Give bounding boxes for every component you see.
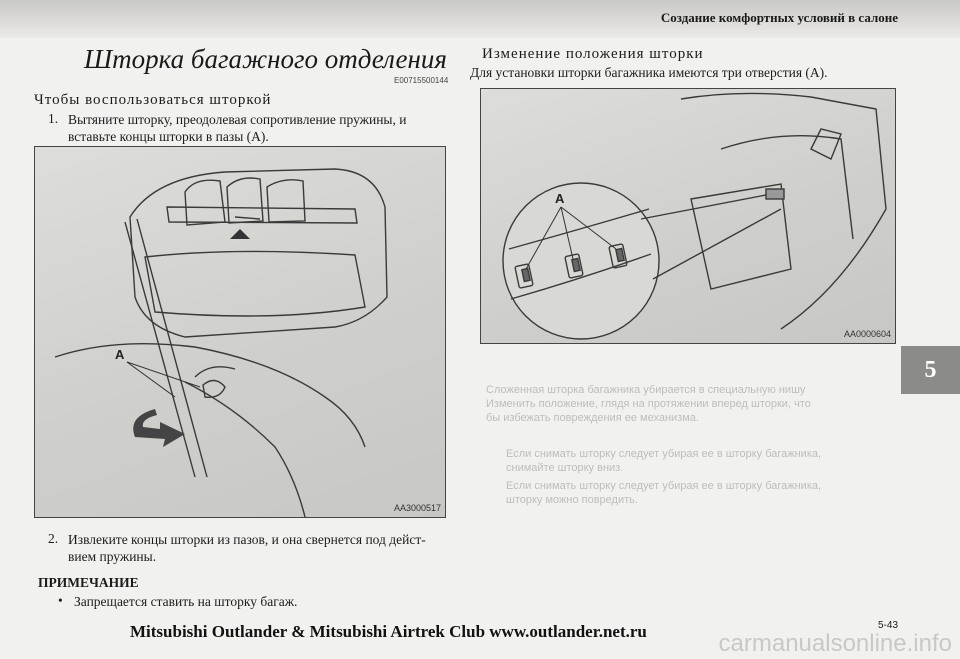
slots-drawing bbox=[481, 89, 895, 343]
chapter-title: Создание комфортных условий в салоне bbox=[660, 10, 898, 25]
figure-code-right: AA0000604 bbox=[843, 329, 891, 339]
footer-club-text: Mitsubishi Outlander & Mitsubishi Airtrek Club www.outlander.net.ru bbox=[130, 622, 647, 641]
step-2-line-2: вием пружины. bbox=[68, 549, 157, 564]
bleed-line-7: шторку можно повредить. bbox=[506, 494, 638, 506]
page-number: 5-43 bbox=[877, 620, 898, 631]
figure-label-a: A bbox=[115, 347, 125, 362]
step-2-number: 2. bbox=[48, 531, 59, 546]
section-code: E00715500144 bbox=[394, 76, 449, 85]
watermark: carmanualsonline.info bbox=[718, 630, 952, 657]
note-bullet: • bbox=[58, 593, 63, 608]
bleed-line-2: Изменить положение, глядя на протяжении вперед шторки, что bbox=[486, 398, 811, 410]
cover-install-drawing bbox=[35, 147, 445, 517]
slots-illustration bbox=[480, 88, 896, 344]
chapter-tab: 5 bbox=[901, 346, 960, 394]
bleed-line-4: Если снимать шторку следует убирая ее в шторку багажника, bbox=[506, 448, 822, 460]
bleed-line-3: бы избежать повреждения ее механизма. bbox=[486, 412, 699, 424]
step-1-line-1: Вытяните шторку, преодолевая сопротивление пружины, и bbox=[68, 112, 407, 127]
step-1-line-2: вставьте концы шторки в пазы (A). bbox=[68, 129, 269, 144]
bleed-line-6: Если снимать шторку следует убирая ее в шторку багажника, bbox=[506, 480, 822, 492]
note-text: Запрещается ставить на шторку багаж. bbox=[74, 594, 298, 609]
subhead-position: Изменение положения шторки bbox=[482, 46, 704, 62]
step-2-line-1: Извлеките концы шторки из пазов, и она свернется под дейст- bbox=[68, 532, 426, 547]
step-1-number: 1. bbox=[48, 111, 59, 126]
subhead-usage: Чтобы воспользоваться шторкой bbox=[34, 92, 272, 108]
note-title: ПРИМЕЧАНИЕ bbox=[38, 575, 139, 590]
figure-label-a-right: A bbox=[555, 191, 565, 206]
figure-code: AA3000517 bbox=[393, 503, 441, 513]
position-text: Для установки шторки багажника имеются три отверстия (A). bbox=[470, 65, 828, 80]
bleed-line-5: снимайте шторку вниз. bbox=[506, 462, 624, 474]
section-title: Шторка багажного отделения bbox=[84, 44, 447, 74]
cover-install-illustration bbox=[34, 146, 446, 518]
bleed-line-1: Сложенная шторка багажника убирается в специальную нишу bbox=[486, 384, 806, 396]
